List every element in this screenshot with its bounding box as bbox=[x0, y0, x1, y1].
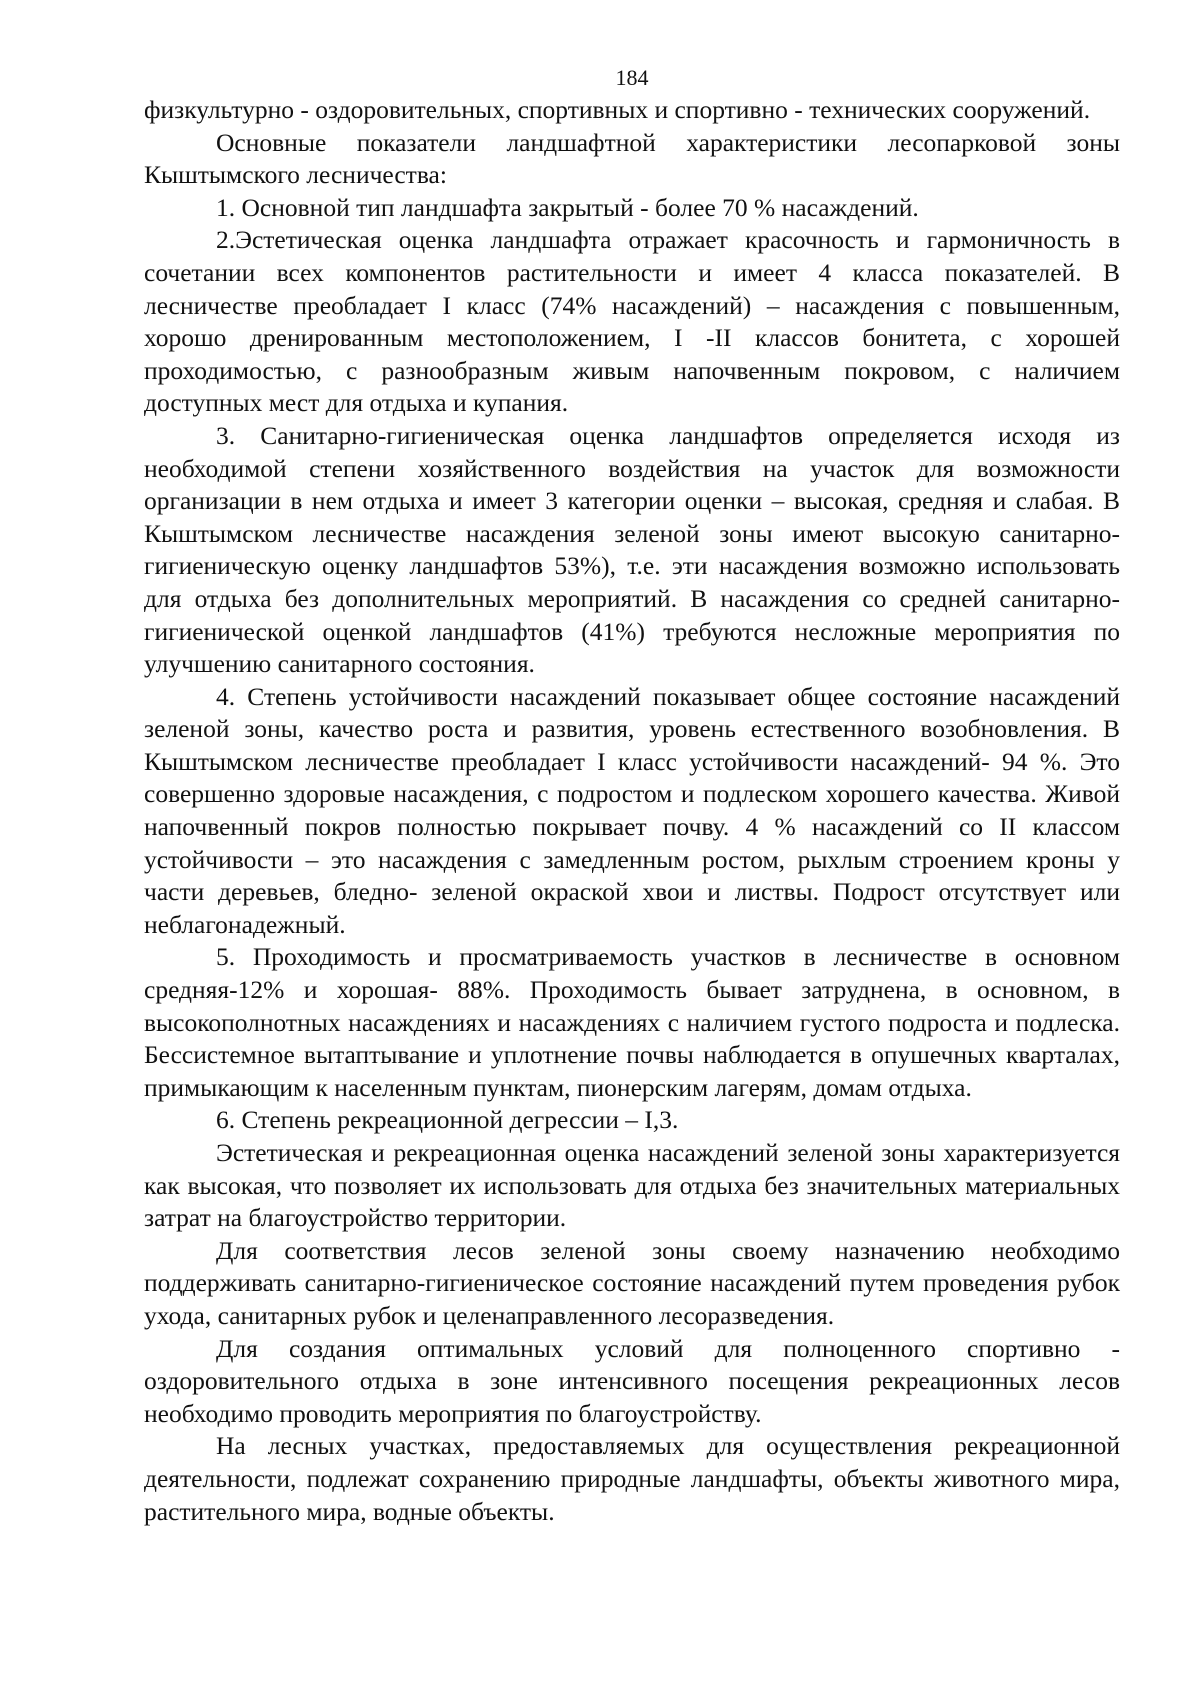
paragraph-item-2: 2.Эстетическая оценка ландшафта отражает красочность и гармоничность в сочетании всех компонентов растительности и имеет 4 класса показателей. В лесничестве преобладает I класс (74% насаждений) – насаждения с повышенным, хорошо дренированным местоположением, I -II классов бонитета, с хорошей проходимостью, с разнообразным живым напочвенным покровом, с наличием доступных мест для отдыха и купания. bbox=[144, 225, 1120, 418]
paragraph-item-4: 4. Степень устойчивости насаждений показывает общее состояние насаждений зеленой зоны, качество роста и развития, уровень естественного возобновления. В Кыштымском лесничестве преобладает I класс устойчивости насаждений- 94 %. Это совершенно здоровые насаждения, с подростом и подлеском хорошего качества. Живой напочвенный покров полностью покрывает почву. 4 % насаждений со II классом устойчивости – это насаждения с замедленным ростом, рыхлым строением кроны у части деревьев, бледно- зеленой окраской хвои и листвы. Подрост отсутствует или неблагонадежный. bbox=[144, 681, 1120, 939]
document-body bbox=[144, 94, 1120, 1528]
paragraph-continuation: физкультурно - оздоровительных, спортивных и спортивно - технических сооружений. bbox=[144, 95, 1091, 124]
paragraph-item-6: 6. Степень рекреационной дегрессии – I,3. bbox=[216, 1105, 679, 1135]
paragraph-intro: Основные показатели ландшафтной характеристики лесопарковой зоны Кыштымского лесничества: bbox=[144, 127, 1120, 190]
paragraph-item-5: 5. Проходимость и просматриваемость участков в лесничестве в основном средняя-12% и хорошая- 88%. Проходимость бывает затруднена, в основном, в высокополнотных насаждениях и насаждениях с наличием густого подроста и подлеска. Бессистемное вытаптывание и уплотнение почвы наблюдается в опушечных кварталах, примыкающим к населенным пунктам, пионерским лагерям, домам отдыха. bbox=[144, 942, 1120, 1102]
paragraph-recreation: Для создания оптимальных условий для полноценного спортивно - оздоровительного отдыха в зоне интенсивного посещения рекреационных лесов необходимо проводить мероприятия по благоустройству. bbox=[144, 1333, 1120, 1428]
paragraph-item-3: 3. Санитарно-гигиеническая оценка ландшафтов определяется исходя из необходимой степени хозяйственного воздействия на участок для возможности организации в нем отдыха и имеет 3 категории оценки – высокая, средняя и слабая. В Кыштымском лесничестве насаждения зеленой зоны имеют высокую санитарно-гигиеническую оценку ландшафтов 53%), т.е. эти насаждения возможно использовать для отдыха без дополнительных мероприятий. В насаждения со средней санитарно-гигиенической оценкой ландшафтов (41%) требуются несложные мероприятия по улучшению санитарного состояния. bbox=[144, 420, 1120, 679]
paragraph-assessment: Эстетическая и рекреационная оценка насаждений зеленой зоны характеризуется как высокая, что позволяет их использовать для отдыха без значительных материальных затрат на благоустройство территории. bbox=[144, 1138, 1120, 1233]
paragraph-sanitary: Для соответствия лесов зеленой зоны своему назначению необходимо поддерживать санитарно-гигиеническое состояние насаждений путем проведения рубок ухода, санитарных рубок и целенаправленного лесоразведения. bbox=[144, 1235, 1120, 1330]
page-number: 184 bbox=[615, 65, 649, 90]
paragraph-item-1: 1. Основной тип ландшафта закрытый - более 70 % насаждений. bbox=[216, 192, 919, 222]
paragraph-conservation: На лесных участках, предоставляемых для осуществления рекреационной деятельности, подлежат сохранению природные ландшафты, объекты животного мира, растительного мира, водные объекты. bbox=[144, 1431, 1120, 1526]
